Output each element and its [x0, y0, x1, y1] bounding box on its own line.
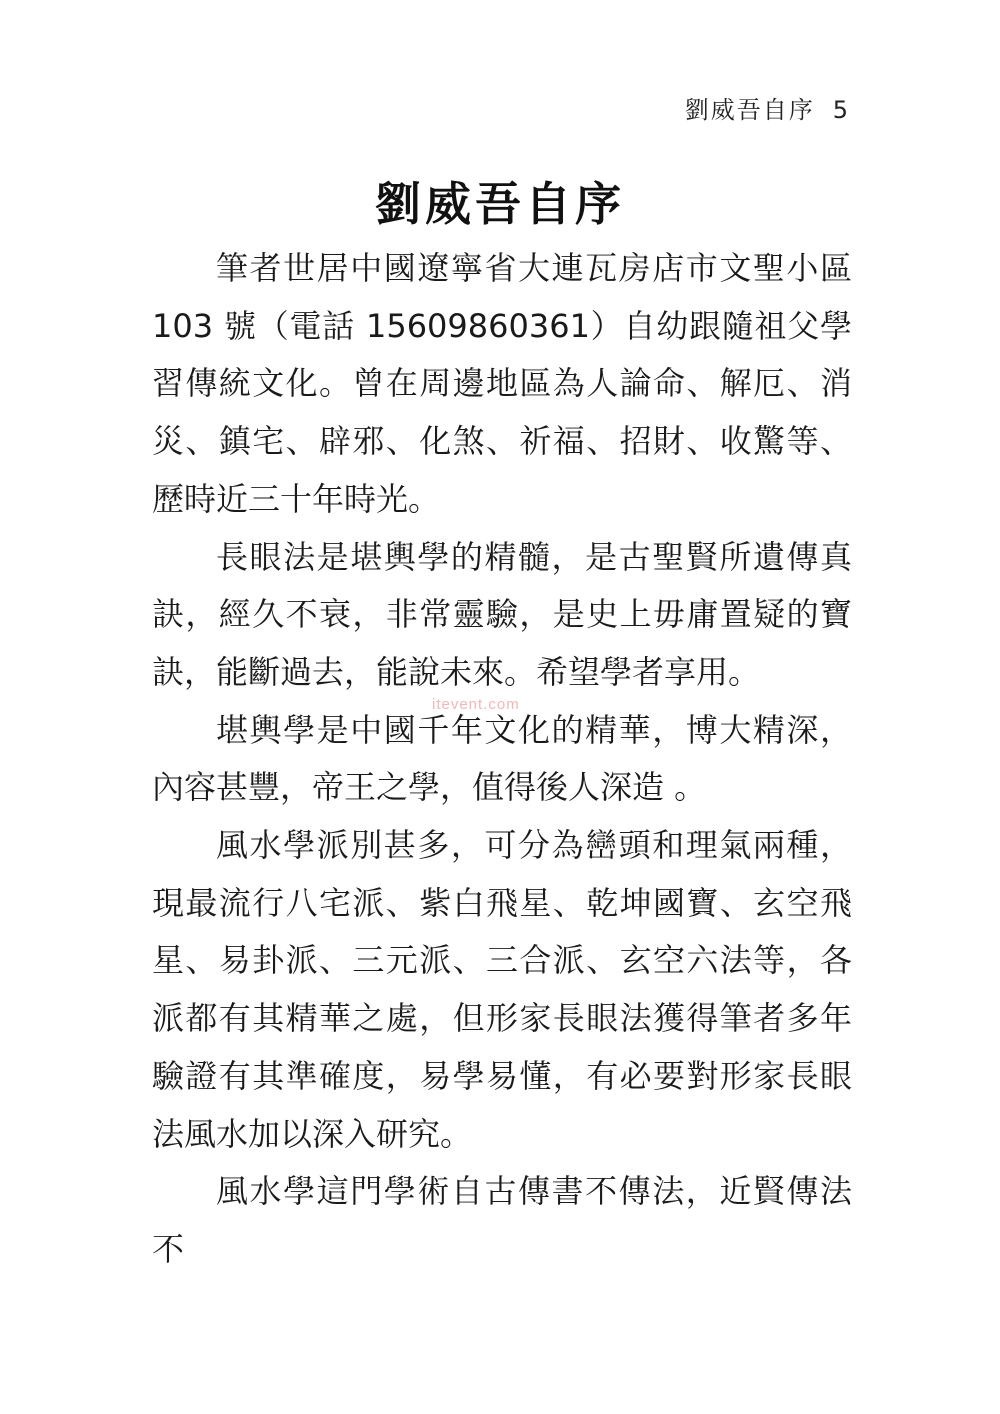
watermark: itevent.com: [432, 696, 520, 713]
paragraph: 風水學這門學術自古傳書不傳法，近賢傳法不: [152, 1172, 852, 1268]
paragraph: 風水學派別甚多，可分為巒頭和理氣兩種，現最流行八宅派、紫白飛星、乾坤國寶、玄空飛星、易卦派、三元派、三合派、玄空六法等，各派都有其精華之處，但形家長眼法獲得筆者多年驗證有其準確度，易學易懂，有必要對形家長眼法風水加以深入研究。: [152, 826, 852, 1153]
paragraph: 堪輿學是中國千年文化的精華，博大精深，內容甚豐，帝王之學，值得後人深造 。: [152, 710, 852, 807]
page-title: 劉威吾自序: [375, 177, 625, 231]
body-text: [152, 240, 852, 1279]
running-header: [685, 90, 850, 125]
page-number: 5: [832, 96, 850, 124]
paragraph: 長眼法是堪輿學的精髓，是古聖賢所遺傳真訣，經久不衰，非常靈驗，是史上毋庸置疑的寶訣，能斷過去，能說未來。希望學者享用。: [152, 537, 852, 691]
paragraph: 筆者世居中國遼寧省大連瓦房店市文聖小區 103 號（電話 15609860361）自幼跟隨祖父學習傳統文化。曾在周邊地區為人論命、解厄、消災、鎮宅、辟邪、化煞、祈福、招財、收驚等、歷時近三十年時光。: [152, 249, 852, 518]
running-title: 劉威吾自序: [684, 96, 815, 124]
